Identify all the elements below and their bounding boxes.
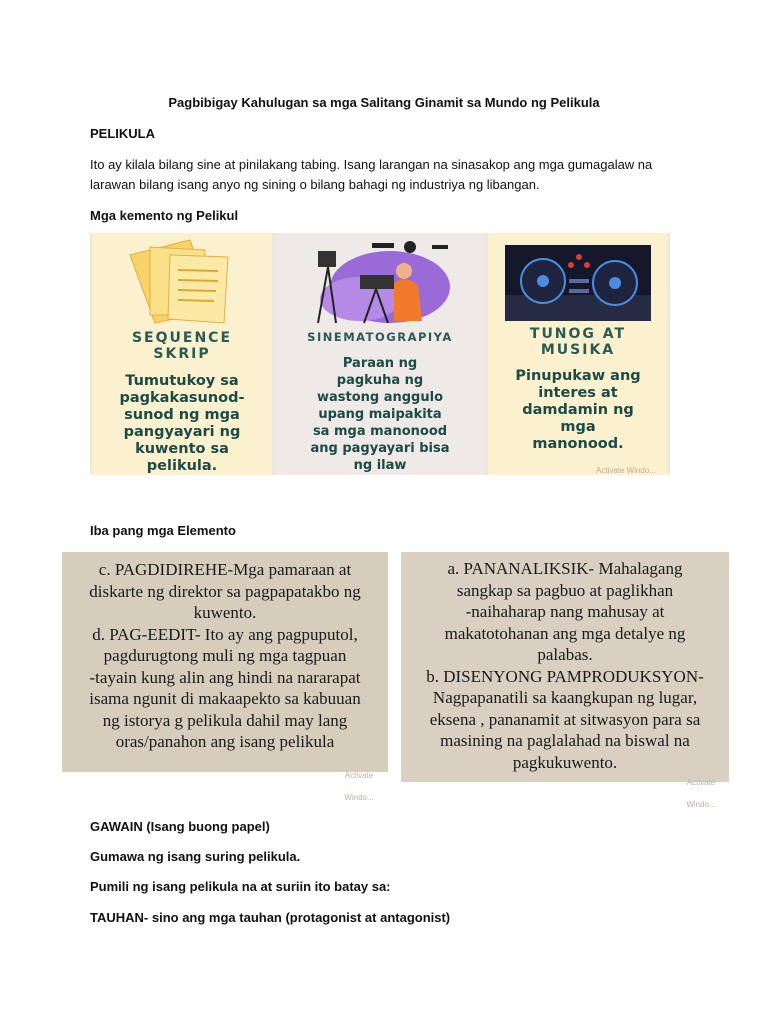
card-tunog-at-musika bbox=[488, 233, 668, 475]
cameraman-icon bbox=[300, 237, 460, 327]
page-title: Pagbibigay Kahulugan sa mga Salitang Ginamit sa Mundo ng Pelikula bbox=[168, 95, 600, 110]
card-title: TUNOG AT MUSIKA bbox=[529, 326, 627, 358]
card-body: Paraan ng pagkuha ng wastong anggulo upang maipakita sa mga manonood ang pagyayari bisa ng ilaw bbox=[310, 356, 450, 473]
panel-text: c. PAGDIDIREHE-Mga pamaraan at diskarte ng direktor sa pagpapatakbo ng kuwento. d. PAG-EEDIT- Ito ay ang pagpuputol, pagdurugtong muli ng mga tagpuan -tayain kung alin ang hindi na nararapat isama ngunit di makaapekto sa kabuuan ng istorya g pelikula dahil may lang oras/panahon ang isang pelikula bbox=[89, 560, 361, 751]
gawain-instruction-1: Gumawa ng isang suring pelikula. bbox=[90, 849, 301, 864]
section-heading: PELIKULA bbox=[90, 126, 155, 141]
panel-pagdidirehe-pag-eedit bbox=[62, 552, 388, 802]
elements-image bbox=[90, 233, 670, 475]
card-sequence-skrip bbox=[92, 233, 272, 475]
other-elements-heading: Iba pang mga Elemento bbox=[90, 523, 236, 538]
definition-paragraph bbox=[90, 155, 700, 195]
watermark: Activate Windo... bbox=[686, 778, 716, 809]
script-pages-icon bbox=[120, 235, 240, 325]
dj-mixer-icon bbox=[505, 245, 651, 321]
elements-heading: Mga kemento ng Pelikul bbox=[90, 208, 239, 223]
card-sinematograpiya bbox=[276, 233, 484, 475]
card-title: SINEMATOGRAPIYA bbox=[307, 330, 453, 344]
panel-pananaliksik-disenyo bbox=[401, 552, 729, 809]
gawain-instruction-2: Pumili ng isang pelikula na at suriin ito batay sa: bbox=[90, 879, 391, 894]
gawain-instruction-3: TAUHAN- sino ang mga tauhan (protagonist at antagonist) bbox=[90, 910, 451, 925]
card-body: Pinupukaw ang interes at damdamin ng mga manonood. bbox=[515, 368, 641, 452]
watermark: Activate Windo... bbox=[344, 771, 374, 802]
paragraph-line: larawan bilang isang anyo ng sining o bilang bahagi ng industriya ng libangan. bbox=[90, 177, 540, 192]
panel-text: a. PANANALIKSIK- Mahalagang sangkap sa pagbuo at paglikhan -naihaharap nang mahusay at makatotohanan ang mga detalye ng palabas. b. DISENYONG PAMPRODUKSYON- Nagpapanatili sa kaangkupan ng lugar, eksena , pananamit at sitwasyon para sa masining na paglalahad na biswal na pagkukuwento. bbox=[426, 559, 704, 772]
paragraph-line: Ito ay kilala bilang sine at pinilakang tabing. Isang larangan na sinasakop ang mga gumagalaw na bbox=[90, 157, 653, 172]
watermark: Activate Windo... bbox=[596, 466, 657, 475]
card-body: Tumutukoy sa pagkakasunod- sunod ng mga pangyayari ng kuwento sa pelikula. bbox=[119, 373, 245, 474]
card-title: SEQUENCE SKRIP bbox=[131, 330, 233, 362]
gawain-heading: GAWAIN (Isang buong papel) bbox=[90, 819, 270, 834]
